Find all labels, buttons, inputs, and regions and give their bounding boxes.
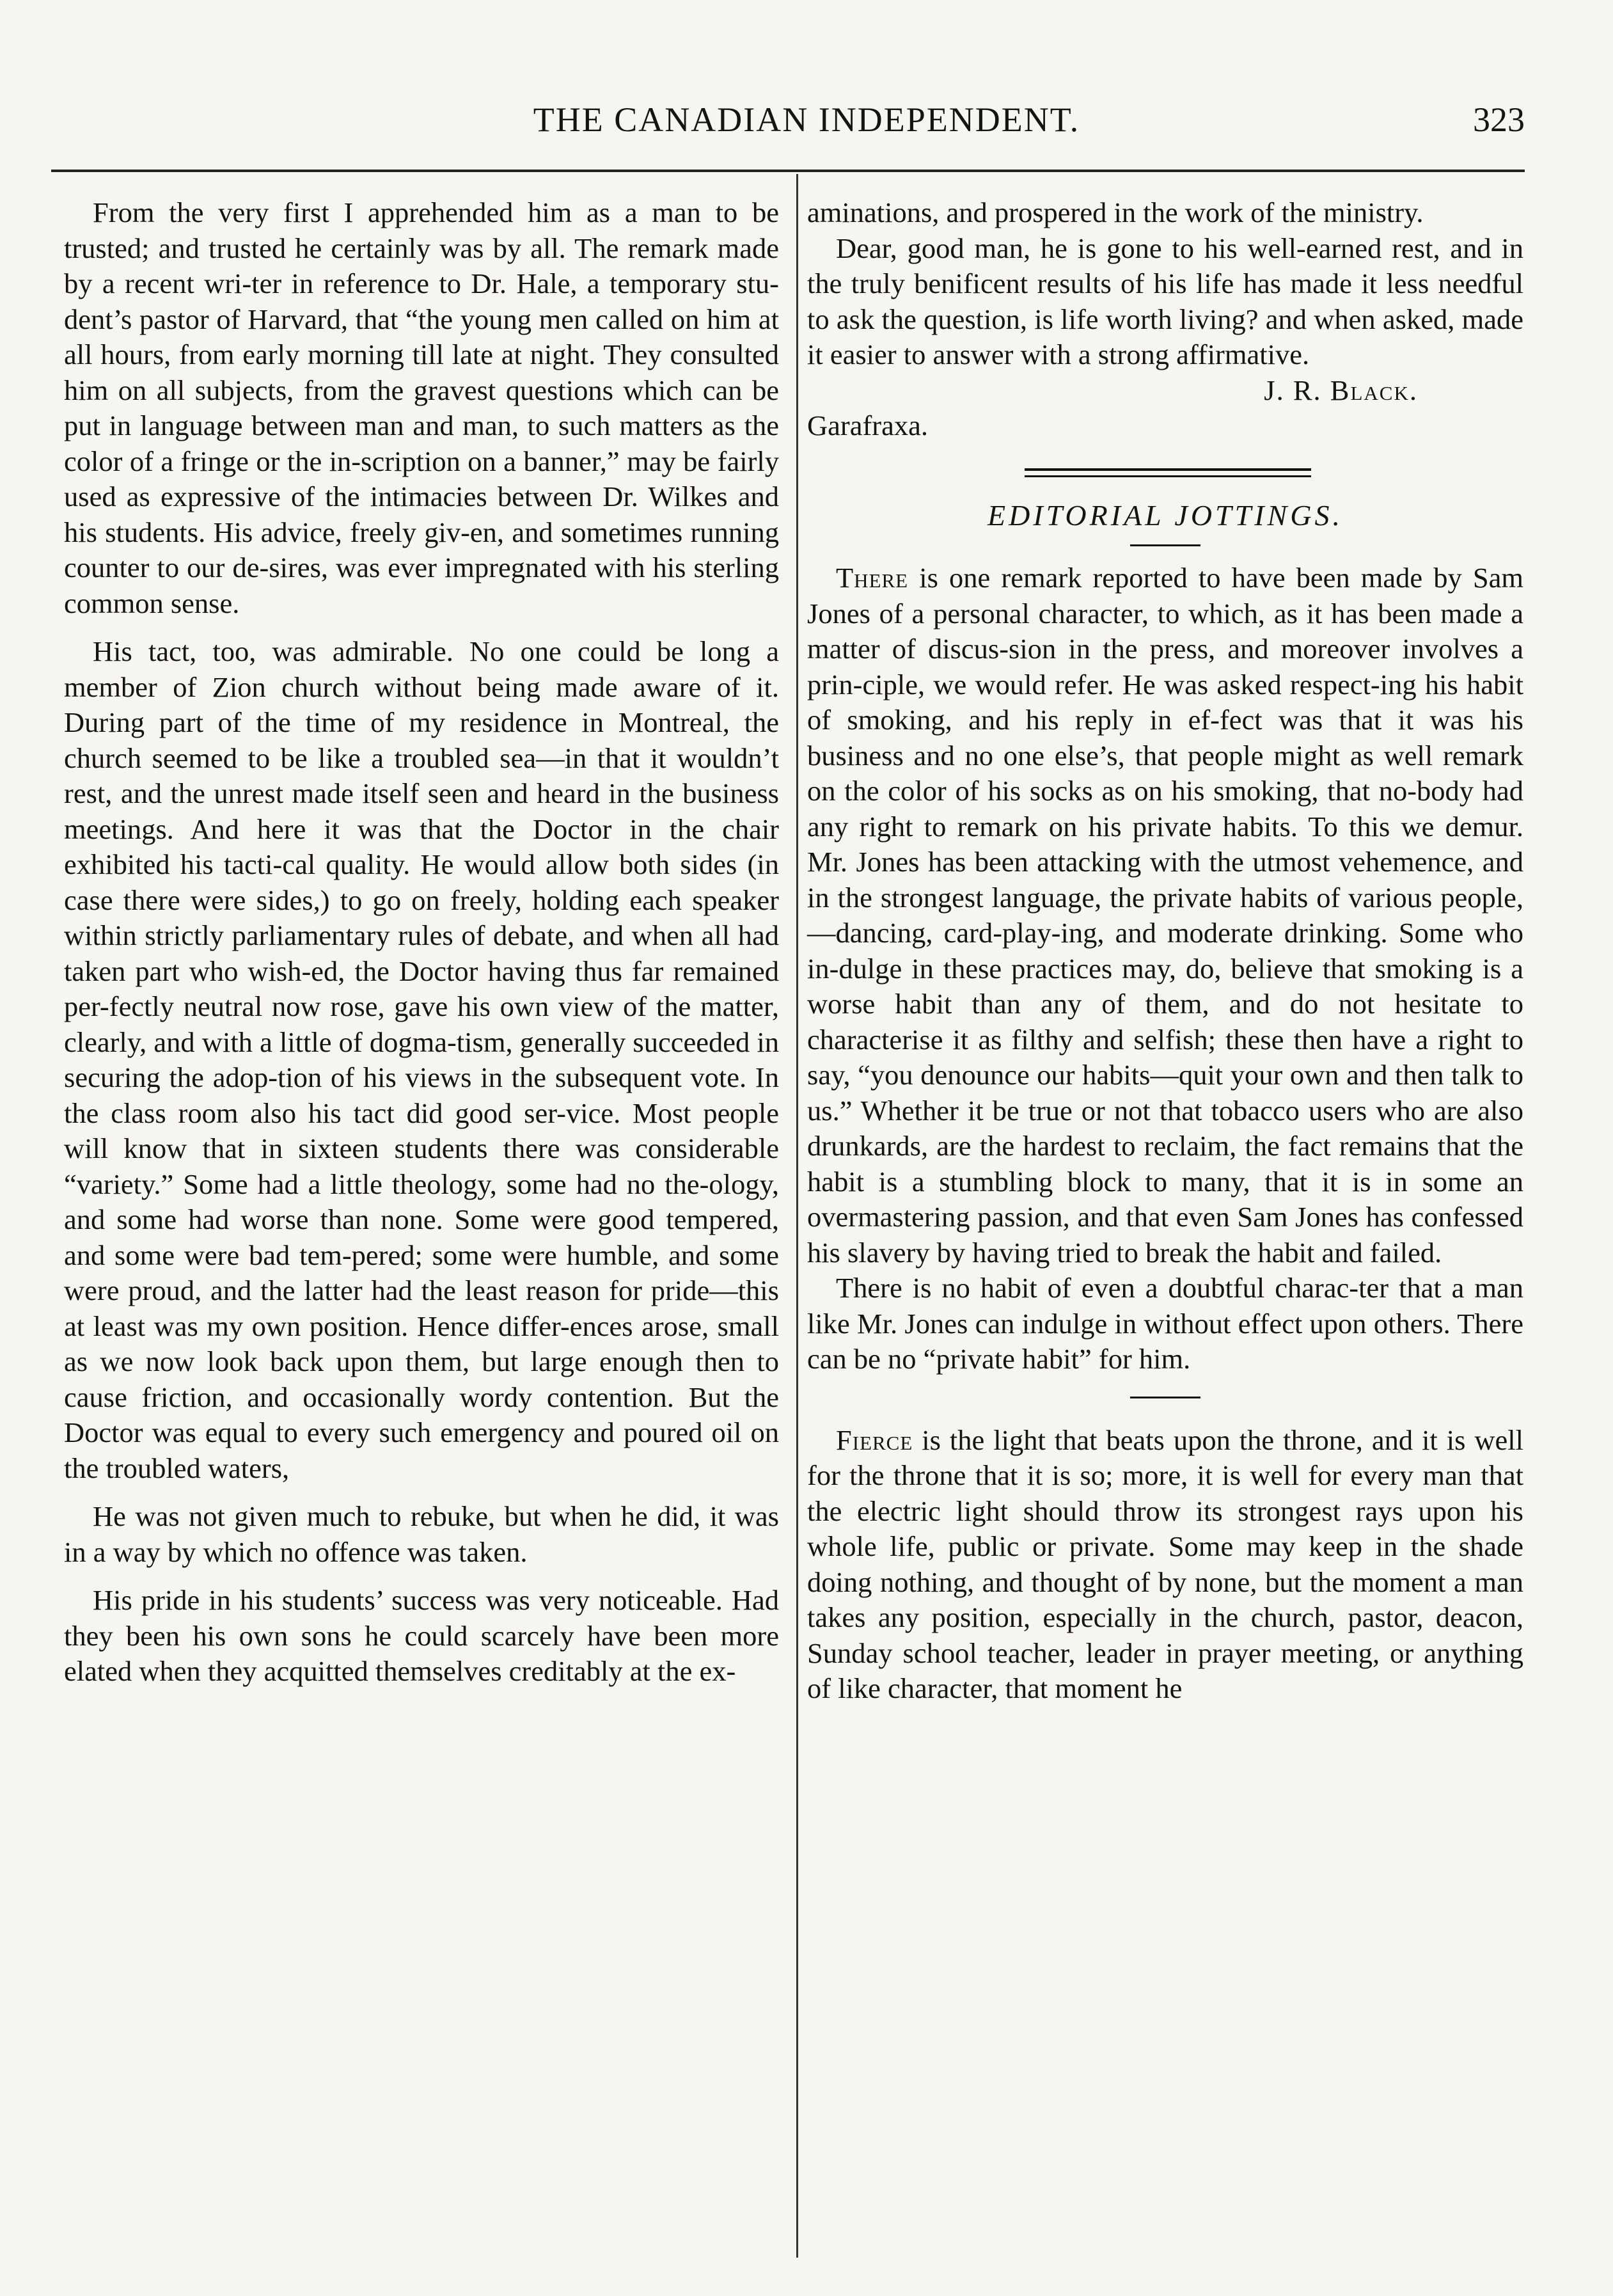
item-divider	[1130, 1397, 1200, 1398]
paragraph: From the very first I apprehended him as a man to be trusted; and trusted he certainly was by all. The remark made by a recent wri-ter in reference to Dr. Hale, a temporary stu-dent’s pastor of Harvard, that “the young men called on him at all hours, from early morning till late at night. They consulted him on all subjects, from the gravest questions which can be put in language between man and man, to such matters as the color of a fringe or the in-scription on a banner,” may be fairly used as expressive of the intimacies between Dr. Wilkes and his students. His advice, freely giv-en, and sometimes running counter to our de-sires, was ever impregnated with his sterling common sense.	[64, 196, 779, 619]
heading-rule	[1130, 544, 1200, 546]
paragraph-continuation: aminations, and prospered in the work of the ministry.	[807, 196, 1424, 228]
section-divider	[1025, 468, 1311, 477]
paragraph-text: is one remark reported to have been made by Sam Jones of a personal character, to which, as it has been made a matter of discus-sion in the press, and moreover involves a prin-ciple, we would refer. He was asked respect-ing his habit of smoking, and his reply in ef-fect was that it was his business and no one else’s, that people might as well remark on the color of his socks as on his smoking, that no-body had any right to remark on his private habits. To this we demur. Mr. Jones has been attacking with the utmost vehemence, and in the strongest language, the private habits of various people,—dancing, card-play-ing, and moderate drinking. Some who in-dulge in these practices may, do, believe that smoking is a worse habit than any of them, and do not hesitate to characterise it as filthy and selfish; these then have a right to say, “you denounce our habits—quit your own and then talk to us.” Whether it be true or not that tobacco users who are also drunkards, are the hardest to reclaim, the fact remains that the habit is a stumbling block to many, that it is in some an overmastering passion, and that even Sam Jones has confessed his slavery by having tried to break the habit and failed.	[807, 562, 1523, 1269]
author-signature: J. R. Black.	[1264, 374, 1418, 406]
running-title: THE CANADIAN INDEPENDENT.	[533, 100, 1080, 139]
section-heading: EDITORIAL JOTTINGS.	[987, 498, 1343, 532]
lead-word: There	[836, 562, 909, 594]
lead-word: Fierce	[836, 1423, 913, 1456]
paragraph: He was not given much to rebuke, but when he did, it was in a way by which no offence was taken.	[64, 1500, 779, 1568]
paragraph	[807, 560, 1523, 1271]
paragraph	[807, 1423, 1523, 1707]
place-name: Garafraxa.	[807, 409, 928, 441]
paragraph: His pride in his students’ success was very noticeable. Had they been his own sons he could scarcely have been more elated when they acquitted themselves creditably at the ex-	[64, 1584, 779, 1687]
column-divider	[796, 174, 798, 2258]
right-column	[807, 195, 1523, 1707]
left-column	[64, 195, 779, 1690]
paragraph: Dear, good man, he is gone to his well-earned rest, and in the truly benificent results of his life has made it less needful to ask the question, is life worth living? and when asked, made it easier to answer with a strong affirmative.	[807, 232, 1523, 370]
paragraph-text: is the light that beats upon the throne, and it is well for the throne that it is so; more, it is well for every man that the electric light should throw its strongest rays upon his whole life, public or private. Some may keep in the shade doing nothing, and thought of by none, but the moment a man takes any position, especially in the church, pastor, deacon, Sunday school teacher, leader in prayer meeting, or anything of like character, that moment he	[807, 1423, 1523, 1704]
header-rule	[51, 170, 1525, 172]
paragraph: There is no habit of even a doubtful charac-ter that a man like Mr. Jones can indulge in without effect upon others. There can be no “private habit” for him.	[807, 1272, 1523, 1375]
page-number: 323	[1473, 100, 1525, 139]
paragraph: His tact, too, was admirable. No one could be long a member of Zion church without being made aware of it. During part of the time of my residence in Montreal, the church seemed to be like a troubled sea—in that it wouldn’t rest, and the unrest made itself seen and heard in the business meetings. And here it was that the Doctor in the chair exhibited his tacti-cal quality. He would allow both sides (in case there were sides,) to go on freely, holding each speaker within strictly parliamentary rules of debate, and when all had taken part who wish-ed, the Doctor having thus far remained per-fectly neutral now rose, gave his own view of the matter, clearly, and with a little of dogma-tism, generally succeeded in securing the adop-tion of his views in the subsequent vote. In the class room also his tact did good ser-vice. Most people will know that in sixteen students there was considerable “variety.” Some had a little theology, some had no the-ology, and some had worse than none. Some were good tempered, and some were bad tem-pered; some were humble, and some were proud, and the latter had the least reason for pride—this at least was my own position. Hence differ-ences arose, small as we now look back upon them, but large enough then to cause friction, and occasionally wordy contention. But the Doctor was equal to every such emergency and poured oil on the troubled waters,	[64, 635, 779, 1484]
